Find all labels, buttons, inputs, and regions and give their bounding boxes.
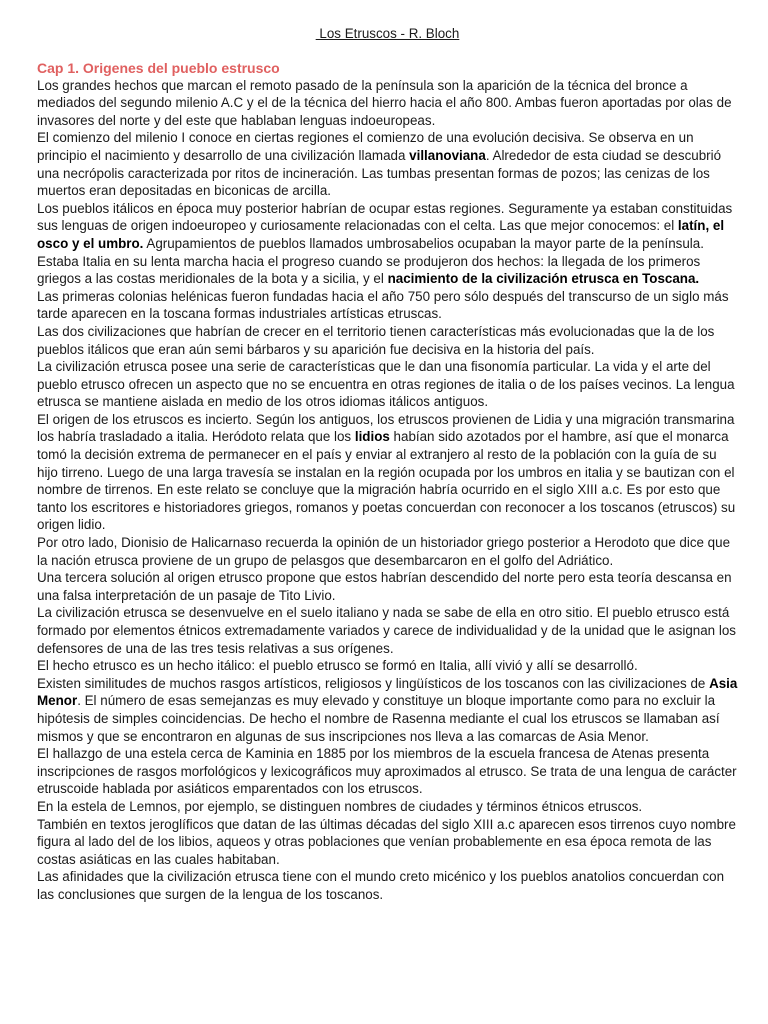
paragraph bbox=[37, 675, 738, 745]
paragraph bbox=[37, 657, 738, 675]
paragraph bbox=[37, 411, 738, 534]
paragraph bbox=[37, 745, 738, 798]
text-run: Por otro lado, Dionisio de Halicarnaso recuerda la opinión de un historiador griego posterior a Herodoto que dice que la nación etrusca proviene de un grupo de pelasgos que desembarcaron en el golfo del Adriático. bbox=[37, 535, 731, 568]
bold-text: latín, el osco y el umbro. bbox=[37, 218, 725, 251]
bold-text: lidios bbox=[354, 429, 390, 445]
paragraph bbox=[37, 253, 738, 288]
text-run: . El número de esas semejanzas es muy elevado y constituye un bloque importante como para no excluir la hipótesis de simples coincidencias. De hecho el nombre de Rasenna mediante el cual los etruscos se llamaban así mismos y que se encontraron en algunas de sus inscripciones nos lleva a las comarcas de Asia Menor. bbox=[37, 693, 720, 744]
paragraph bbox=[37, 534, 738, 569]
text-run: El hecho etrusco es un hecho itálico: el pueblo etrusco se formó en Italia, allí vivió y allí se desarrolló. bbox=[37, 658, 638, 674]
text-run: Las primeras colonias helénicas fueron fundadas hacia el año 750 pero sólo después del transcurso de un siglo más tarde aparecen en la toscana formas industriales artísticas etruscas. bbox=[37, 288, 729, 322]
paragraph bbox=[37, 358, 738, 411]
text-run: habían sido azotados por el hambre, así que el monarca tomó la decisión extrema de permanecer en el país y enviar al extranjero al resto de la población con la guía de su hijo tirreno. Luego de una larga travesía se instalan en la región ocupada por los umbros en italia y se bautizan con el nombre de tirrenos. En este relato se concluye que la migración habría ocurrido en el siglo XIII a.c. Es por esto que tanto los escritores e historiadores griegos, romanos y poetas concuerdan con reconocer a los toscanos (etruscos) su origen lidio. bbox=[37, 429, 736, 533]
text-run: Existen similitudes de muchos rasgos artísticos, religiosos y lingüísticos de los toscanos con las civilizaciones de bbox=[37, 675, 710, 691]
text-run: El origen de los etruscos es incierto. Según los antiguos, los etruscos provienen de Lidia y una migración transmarina los habría trasladado a italia. Heródoto relata que los bbox=[37, 411, 735, 445]
text-run: Los pueblos itálicos en época muy posterior habrían de ocupar estas regiones. Seguramente ya estaban constituidas sus lenguas de origen indoeuropeo y curiosamente relacionadas con el celta. Las que mejor conocemos: el bbox=[37, 200, 733, 234]
text-run: Una tercera solución al origen etrusco propone que estos habrían descendido del norte pero esta teoría descansa en una falsa interpretación de un pasaje de Tito Livio. bbox=[37, 570, 732, 603]
text-run: También en textos jeroglíficos que datan de las últimas décadas del siglo XIII a.c aparecen esos tirrenos cuyo nombre figura al lado del de los libios, aqueos y otras poblaciones que venían probablemente en esa época remota de las costas asiáticas en las cuales habitaban. bbox=[37, 816, 736, 867]
text-run: Agrupamientos de pueblos llamados umbrosabelios ocupaban la mayor parte de la península. bbox=[143, 235, 704, 251]
paragraph bbox=[37, 129, 738, 199]
paragraph bbox=[37, 604, 738, 657]
bold-text: nacimiento de la civilización etrusca en Toscana. bbox=[387, 271, 700, 287]
paragraph bbox=[37, 323, 738, 358]
text-run: Estaba Italia en su lenta marcha hacia el progreso cuando se produjeron dos hechos: la llegada de los primeros griegos a las costas meridionales de la bota y a sicilia, y el bbox=[37, 253, 701, 287]
paragraph bbox=[37, 77, 738, 130]
paragraph bbox=[37, 868, 738, 903]
paragraph bbox=[37, 798, 738, 816]
bold-text: villanoviana bbox=[409, 147, 486, 163]
text-run: La civilización etrusca se desenvuelve en el suelo italiano y nada se sabe de ella en otro sitio. El pueblo etrusco está formado por elementos étnicos extremadamente variados y carece de individualidad y de la unidad que le asignan los defensores de una de las tres tesis relativas a sus orígenes. bbox=[37, 605, 736, 656]
text-run: Las afinidades que la civilización etrusca tiene con el mundo creto micénico y los pueblos anatolios concuerdan con las conclusiones que surgen de la lengua de los toscanos. bbox=[37, 869, 725, 902]
text-run: El hallazgo de una estela cerca de Kaminia en 1885 por los miembros de la escuela francesa de Atenas presenta inscripciones de rasgos morfológicos y lexicográficos muy aproximados al etrusco. Se trata de una lengua de carácter etruscoide hablada por asiáticos emparentados con los etruscos. bbox=[37, 746, 737, 797]
chapter-heading: Cap 1. Origenes del pueblo estrusco bbox=[37, 59, 280, 76]
paragraph bbox=[37, 200, 738, 253]
document-title: Los Etruscos - R. Bloch bbox=[315, 26, 460, 41]
paragraph bbox=[37, 816, 738, 869]
text-run: Los grandes hechos que marcan el remoto pasado de la península son la aparición de la técnica del bronce a mediados del segundo milenio A.C y el de la técnica del hierro hacia el año 800. Ambas fueron aportadas por olas de invasores del norte y del este que hablaban lenguas indoeuropeas. bbox=[37, 77, 732, 128]
paragraph bbox=[37, 288, 738, 323]
text-run: El comienzo del milenio I conoce en ciertas regiones el comienzo de una evolución decisiva. Se observa en un principio el nacimiento y desarrollo de una civilización llamada bbox=[37, 130, 694, 163]
text-run: . Alrededor de esta ciudad se descubrió una necrópolis caracterizada por ritos de incineración. Las tumbas presentan formas de pozos; las cenizas de los muertos eran depositadas en biconicas de arcilla. bbox=[37, 147, 722, 199]
text-run: La civilización etrusca posee una serie de características que le dan una fisonomía particular. La vida y el arte del pueblo etrusco ofrecen un aspecto que no se encuentra en otras regiones de italia o de los países vecinos. La lengua etrusca se mantiene aislada en medio de los otros idiomas itálicos antiguos. bbox=[37, 359, 735, 410]
text-run: Las dos civilizaciones que habrían de crecer en el territorio tienen características más evolucionadas que la de los pueblos itálicos que eran aún semi bárbaros y su aparición fue decisiva en la historia del país. bbox=[37, 323, 715, 357]
bold-text: Asia Menor bbox=[37, 675, 738, 709]
text-run: En la estela de Lemnos, por ejemplo, se distinguen nombres de ciudades y términos étnicos etruscos. bbox=[37, 798, 643, 814]
paragraph bbox=[37, 569, 738, 604]
document-body bbox=[37, 77, 738, 904]
